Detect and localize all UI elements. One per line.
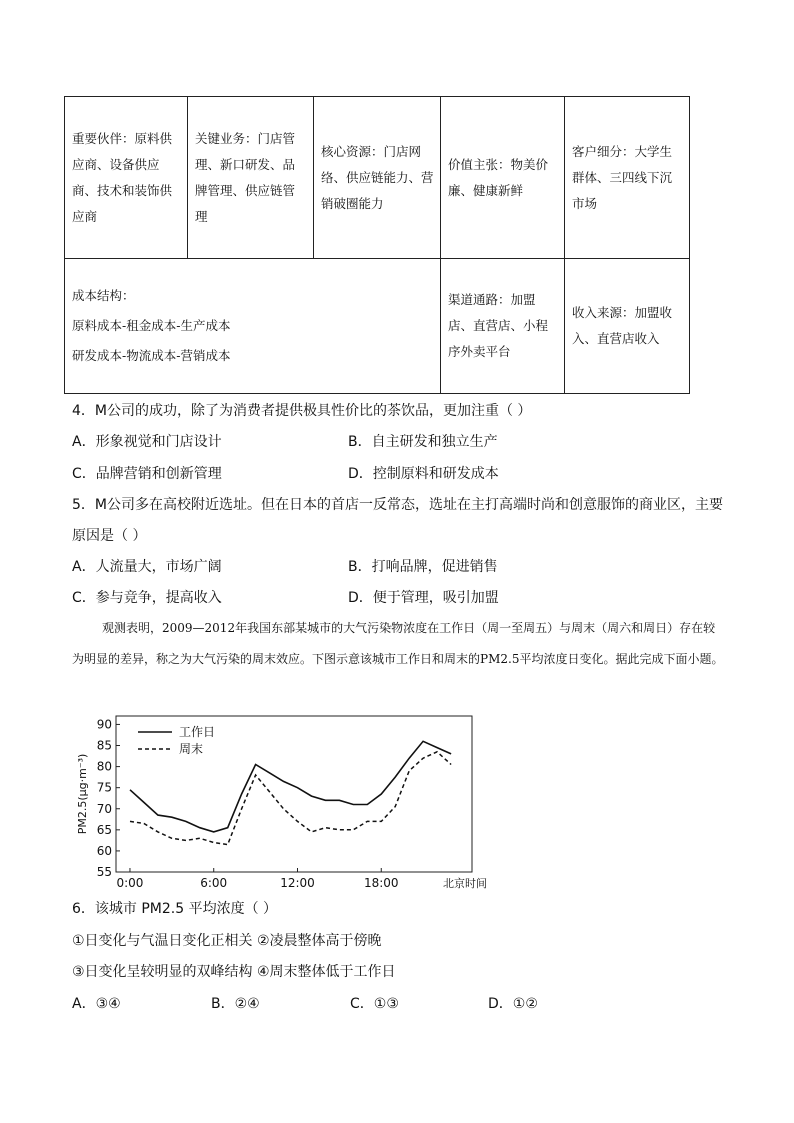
q5-option-d: D．便于管理，吸引加盟 bbox=[348, 590, 499, 606]
y-tick-label: 65 bbox=[96, 822, 112, 837]
q5-option-c: C．参与竞争，提高收入 bbox=[72, 590, 222, 606]
plot-frame bbox=[116, 716, 472, 872]
cost-structure-line2: 研发成本-物流成本-营销成本 bbox=[72, 348, 231, 363]
key-partners-text: 重要伙伴：原料供应商、设备供应商、技术和装饰供应商 bbox=[72, 130, 173, 224]
q6-option-b: B．②④ bbox=[211, 996, 260, 1012]
y-tick-label: 70 bbox=[96, 801, 112, 816]
cost-structure-cell bbox=[65, 259, 441, 393]
y-tick-label: 60 bbox=[96, 843, 112, 858]
pm25-line-chart bbox=[72, 712, 492, 894]
x-axis-label: 北京时间 bbox=[443, 877, 487, 890]
q4-option-c: C．品牌营销和创新管理 bbox=[72, 466, 222, 482]
q4-stem: 4．M公司的成功，除了为消费者提供极具性价比的茶饮品，更加注重（ ） bbox=[72, 403, 532, 419]
y-tick-label: 85 bbox=[96, 738, 112, 753]
q6-option-c: C．①③ bbox=[350, 996, 399, 1012]
q6-statement-1-2: ①日变化与气温日变化正相关 ②凌晨整体高于傍晚 bbox=[72, 933, 382, 949]
x-tick-label: 6:00 bbox=[200, 876, 228, 890]
legend-label-workday: 工作日 bbox=[179, 725, 216, 739]
legend-label-weekend: 周末 bbox=[179, 742, 204, 756]
q6-statement-3-4: ③日变化呈较明显的双峰结构 ④周末整体低于工作日 bbox=[72, 964, 396, 980]
value-proposition-text: 价值主张：物美价廉、健康新鲜 bbox=[448, 156, 549, 198]
x-tick-label: 0:00 bbox=[116, 876, 144, 890]
channels-text: 渠道通路：加盟店、直营店、小程序外卖平台 bbox=[448, 292, 549, 359]
q6-stem: 6．该城市 PM2.5 平均浓度（ ） bbox=[72, 901, 278, 917]
cost-structure-line1: 原料成本-租金成本-生产成本 bbox=[72, 318, 231, 333]
y-tick-label: 55 bbox=[96, 865, 112, 879]
passage-paragraph: 观测表明，2009—2012年我国东部某城市的大气污染物浓度在工作日（周一至周五）与周末（周六和周日）存在较为明显的差异，称之为大气污染的周末效应。下图示意该城市工作日和周末的PM2.5平均浓度日变化。据此完成下面小题。 bbox=[72, 621, 724, 666]
customer-segments-text: 客户细分：大学生群体、三四线下沉市场 bbox=[572, 143, 673, 211]
q4-option-b: B．自主研发和独立生产 bbox=[348, 434, 498, 450]
x-tick-label: 18:00 bbox=[363, 876, 399, 890]
y-tick-label: 90 bbox=[96, 717, 112, 732]
key-resources-cell bbox=[314, 97, 441, 259]
cost-structure-title: 成本结构： bbox=[72, 288, 135, 303]
q5-option-a: A．人流量大，市场广阔 bbox=[72, 559, 222, 575]
y-tick-label: 80 bbox=[96, 759, 112, 774]
q4-option-a: A．形象视觉和门店设计 bbox=[72, 434, 222, 450]
q4-option-d: D．控制原料和研发成本 bbox=[348, 466, 499, 482]
q6-option-a: A．③④ bbox=[72, 996, 121, 1012]
value-proposition-cell bbox=[441, 97, 565, 259]
channels-cell bbox=[441, 259, 565, 393]
key-activities-text: 关键业务：门店管理、新口研发、品牌管理、供应链管理 bbox=[195, 130, 296, 224]
x-tick-label: 12:00 bbox=[280, 876, 315, 890]
q6-option-d: D．①② bbox=[488, 996, 538, 1012]
key-partners-cell bbox=[65, 97, 188, 259]
key-resources-text: 核心资源：门店网络、供应链能力、营销破圈能力 bbox=[321, 143, 434, 211]
q5-option-b: B．打响品牌，促进销售 bbox=[348, 559, 498, 575]
q5-stem-line1: 5．M公司多在高校附近选址。但在日本的首店一反常态，选址在主打高端时尚和创意服饰的商业区，主要 bbox=[72, 497, 723, 513]
y-axis-label: PM2.5(μg·m⁻³) bbox=[76, 753, 89, 835]
y-tick-label: 75 bbox=[96, 780, 112, 795]
q5-stem-line2: 原因是（ ） bbox=[72, 528, 147, 544]
revenue-streams-text: 收入来源：加盟收入、直营店收入 bbox=[572, 305, 673, 346]
business-model-canvas bbox=[64, 96, 690, 394]
key-activities-cell bbox=[188, 97, 314, 259]
customer-segments-cell bbox=[565, 97, 689, 259]
revenue-streams-cell bbox=[565, 259, 689, 393]
